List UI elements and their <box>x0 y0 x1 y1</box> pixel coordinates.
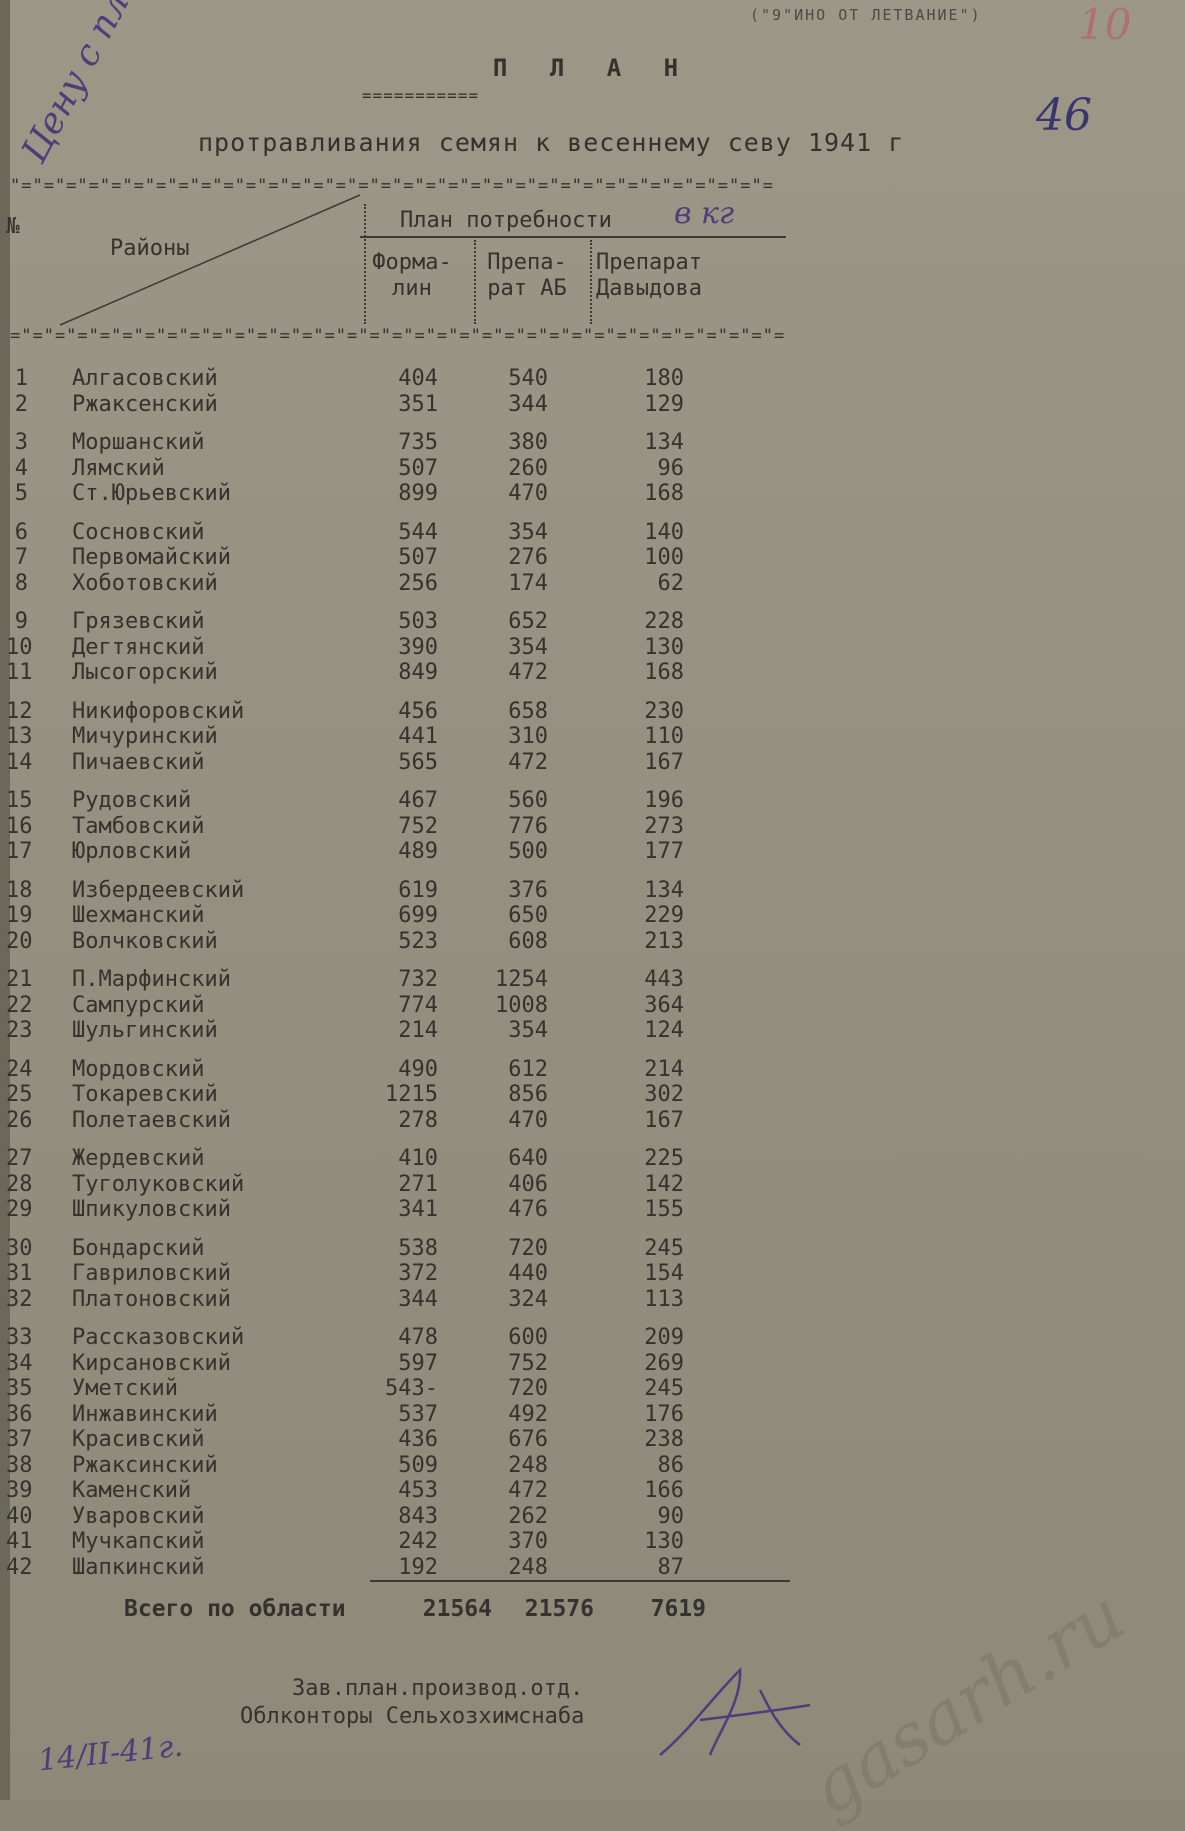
table-row <box>0 635 1185 661</box>
district-name: Жердевский <box>72 1146 205 1171</box>
district-name: Рудовский <box>72 788 192 813</box>
totals-label: Всего по области <box>124 1596 346 1622</box>
district-name: Рассказовский <box>72 1325 245 1350</box>
table-row <box>0 1057 1185 1083</box>
table-row <box>0 1108 1185 1134</box>
top-stamp-text: ("9"ИНО ОТ ЛЕТВАНИЕ") <box>750 6 982 24</box>
prep-davydov-value: 140 <box>644 520 684 545</box>
row-number: 24 <box>6 1057 33 1082</box>
district-name: Сосновский <box>72 520 205 545</box>
row-number: 19 <box>6 903 33 928</box>
prep-ab-value: 608 <box>508 929 548 954</box>
prep-ab-value: 720 <box>508 1376 548 1401</box>
table-row <box>0 1555 1185 1581</box>
district-name: Пичаевский <box>72 750 205 775</box>
table-row <box>0 660 1185 686</box>
signature-line-2: Облконторы Сельхозхимснаба <box>240 1704 585 1729</box>
prep-ab-value: 472 <box>508 660 548 685</box>
district-name: Лысогорский <box>72 660 218 685</box>
formalin-value: 404 <box>398 366 438 391</box>
table-row <box>0 699 1185 725</box>
prep-davydov-value: 209 <box>644 1325 684 1350</box>
district-name: Инжавинский <box>72 1402 218 1427</box>
prep-davydov-value: 166 <box>644 1478 684 1503</box>
signature-line-1: Зав.план.производ.отд. <box>292 1676 584 1701</box>
prep-ab-value: 540 <box>508 366 548 391</box>
table-row <box>0 878 1185 904</box>
prep-davydov-value: 176 <box>644 1402 684 1427</box>
table-row <box>0 1018 1185 1044</box>
prep-davydov-value: 100 <box>644 545 684 570</box>
prep-davydov-value: 142 <box>644 1172 684 1197</box>
header-group-underline <box>360 236 786 238</box>
row-number: 13 <box>6 724 33 749</box>
table-row <box>0 929 1185 955</box>
prep-davydov-value: 62 <box>657 571 684 596</box>
formalin-value: 192 <box>398 1555 438 1580</box>
table-row <box>0 1287 1185 1313</box>
header-divider-3 <box>590 240 592 324</box>
prep-davydov-value: 302 <box>644 1082 684 1107</box>
row-number: 15 <box>6 788 33 813</box>
top-right-mark: 10 <box>1078 0 1132 49</box>
prep-davydov-value: 87 <box>657 1555 684 1580</box>
row-number: 14 <box>6 750 33 775</box>
header-districts: Районы <box>110 236 190 261</box>
formalin-value: 441 <box>398 724 438 749</box>
district-name: Шапкинский <box>72 1555 205 1580</box>
prep-ab-value: 248 <box>508 1453 548 1478</box>
prep-davydov-value: 364 <box>644 993 684 1018</box>
district-name: Моршанский <box>72 430 205 455</box>
district-name: Шпикуловский <box>72 1197 231 1222</box>
table-row <box>0 1376 1185 1402</box>
prep-davydov-value: 113 <box>644 1287 684 1312</box>
table-row <box>0 1146 1185 1172</box>
table-row <box>0 1236 1185 1262</box>
totals-formalin: 21564 <box>422 1596 492 1622</box>
table-row <box>0 481 1185 507</box>
district-name: Юрловский <box>72 839 192 864</box>
district-name: Тамбовский <box>72 814 205 839</box>
totals-prep-ab: 21576 <box>524 1596 594 1622</box>
formalin-value: 456 <box>398 699 438 724</box>
prep-ab-value: 650 <box>508 903 548 928</box>
district-name: Никифоровский <box>72 699 245 724</box>
district-name: Токаревский <box>72 1082 218 1107</box>
district-name: Бондарский <box>72 1236 205 1261</box>
district-name: Первомайский <box>72 545 231 570</box>
row-number: 30 <box>6 1236 33 1261</box>
formalin-value: 490 <box>398 1057 438 1082</box>
row-number: 3 <box>14 430 28 455</box>
formalin-value: 278 <box>398 1108 438 1133</box>
prep-davydov-value: 177 <box>644 839 684 864</box>
prep-ab-value: 1254 <box>495 967 548 992</box>
formalin-value: 372 <box>398 1261 438 1286</box>
table-row <box>0 1261 1185 1287</box>
district-name: Избердеевский <box>72 878 245 903</box>
formalin-value: 538 <box>398 1236 438 1261</box>
formalin-value: 699 <box>398 903 438 928</box>
table-row <box>0 1172 1185 1198</box>
row-number: 31 <box>6 1261 33 1286</box>
totals-rule <box>370 1580 790 1582</box>
formalin-value: 565 <box>398 750 438 775</box>
row-number: 23 <box>6 1018 33 1043</box>
prep-davydov-value: 225 <box>644 1146 684 1171</box>
formalin-value: 214 <box>398 1018 438 1043</box>
district-name: Ржаксинский <box>72 1453 218 1478</box>
prep-ab-value: 470 <box>508 1108 548 1133</box>
table-row <box>0 967 1185 993</box>
table-row <box>0 1402 1185 1428</box>
formalin-value: 507 <box>398 456 438 481</box>
district-name: Волчковский <box>72 929 218 954</box>
formalin-value: 256 <box>398 571 438 596</box>
prep-davydov-value: 196 <box>644 788 684 813</box>
formalin-value: 597 <box>398 1351 438 1376</box>
formalin-value: 351 <box>398 392 438 417</box>
row-number: 6 <box>14 520 28 545</box>
totals-row <box>0 1596 1185 1624</box>
header-num: № <box>6 214 20 239</box>
prep-ab-value: 276 <box>508 545 548 570</box>
table-row <box>0 839 1185 865</box>
prep-davydov-value: 229 <box>644 903 684 928</box>
table-rule-top: "="="="="="="="="="="="="="="="="="="="="="="="="="="="="="="="="="= <box>10 176 774 196</box>
district-name: Уваровский <box>72 1504 205 1529</box>
district-name: Дегтянский <box>72 635 205 660</box>
district-name: Шехманский <box>72 903 205 928</box>
prep-ab-value: 476 <box>508 1197 548 1222</box>
district-name: Платоновский <box>72 1287 231 1312</box>
formalin-value: 732 <box>398 967 438 992</box>
prep-davydov-value: 154 <box>644 1261 684 1286</box>
district-name: Грязевский <box>72 609 205 634</box>
prep-ab-value: 354 <box>508 1018 548 1043</box>
row-number: 37 <box>6 1427 33 1452</box>
row-number: 26 <box>6 1108 33 1133</box>
prep-davydov-value: 213 <box>644 929 684 954</box>
prep-ab-value: 440 <box>508 1261 548 1286</box>
row-number: 32 <box>6 1287 33 1312</box>
prep-davydov-value: 96 <box>657 456 684 481</box>
prep-davydov-value: 124 <box>644 1018 684 1043</box>
prep-davydov-value: 130 <box>644 635 684 660</box>
row-number: 22 <box>6 993 33 1018</box>
prep-davydov-value: 130 <box>644 1529 684 1554</box>
district-name: Алгасовский <box>72 366 218 391</box>
prep-ab-value: 354 <box>508 635 548 660</box>
row-number: 8 <box>14 571 28 596</box>
formalin-value: 467 <box>398 788 438 813</box>
formalin-value: 735 <box>398 430 438 455</box>
prep-davydov-value: 129 <box>644 392 684 417</box>
table-row <box>0 903 1185 929</box>
prep-davydov-value: 245 <box>644 1376 684 1401</box>
table-row <box>0 1529 1185 1555</box>
row-number: 25 <box>6 1082 33 1107</box>
prep-davydov-value: 167 <box>644 750 684 775</box>
row-number: 21 <box>6 967 33 992</box>
district-name: Красивский <box>72 1427 205 1452</box>
district-name: Ст.Юрьевский <box>72 481 231 506</box>
prep-davydov-value: 134 <box>644 430 684 455</box>
prep-ab-value: 376 <box>508 878 548 903</box>
table-row <box>0 1082 1185 1108</box>
formalin-value: 390 <box>398 635 438 660</box>
prep-ab-value: 370 <box>508 1529 548 1554</box>
prep-davydov-value: 245 <box>644 1236 684 1261</box>
formalin-value: 341 <box>398 1197 438 1222</box>
formalin-value: 752 <box>398 814 438 839</box>
prep-ab-value: 600 <box>508 1325 548 1350</box>
table-row <box>0 571 1185 597</box>
prep-ab-value: 472 <box>508 1478 548 1503</box>
watermark: gasarh.ru <box>794 1572 1139 1831</box>
prep-ab-value: 380 <box>508 430 548 455</box>
table-row <box>0 1325 1185 1351</box>
table-row <box>0 750 1185 776</box>
prep-ab-value: 1008 <box>495 993 548 1018</box>
prep-ab-value: 776 <box>508 814 548 839</box>
header-prep-ab: Препа- рат АБ <box>487 250 567 301</box>
formalin-value: 899 <box>398 481 438 506</box>
prep-davydov-value: 273 <box>644 814 684 839</box>
prep-ab-value: 472 <box>508 750 548 775</box>
row-number: 11 <box>6 660 33 685</box>
prep-ab-value: 310 <box>508 724 548 749</box>
prep-ab-value: 492 <box>508 1402 548 1427</box>
table-row <box>0 456 1185 482</box>
row-number: 27 <box>6 1146 33 1171</box>
prep-ab-value: 720 <box>508 1236 548 1261</box>
header-diagonal-line <box>40 190 370 330</box>
row-number: 29 <box>6 1197 33 1222</box>
prep-davydov-value: 214 <box>644 1057 684 1082</box>
row-number: 12 <box>6 699 33 724</box>
handwritten-signature <box>650 1660 820 1770</box>
prep-ab-value: 856 <box>508 1082 548 1107</box>
table-row <box>0 520 1185 546</box>
row-number: 7 <box>14 545 28 570</box>
prep-ab-value: 652 <box>508 609 548 634</box>
handwritten-date: 14/II-41г. <box>36 1728 185 1779</box>
prep-davydov-value: 228 <box>644 609 684 634</box>
table-row <box>0 609 1185 635</box>
formalin-value: 271 <box>398 1172 438 1197</box>
table-row <box>0 1453 1185 1479</box>
formalin-value: 1215 <box>385 1082 438 1107</box>
prep-davydov-value: 134 <box>644 878 684 903</box>
district-name: Мучкапский <box>72 1529 205 1554</box>
district-name: Сампурский <box>72 993 205 1018</box>
prep-davydov-value: 230 <box>644 699 684 724</box>
handwritten-page-number: 46 <box>1036 90 1092 141</box>
prep-davydov-value: 238 <box>644 1427 684 1452</box>
formalin-value: 436 <box>398 1427 438 1452</box>
table-row <box>0 724 1185 750</box>
row-number: 35 <box>6 1376 33 1401</box>
formalin-value: 843 <box>398 1504 438 1529</box>
table-row <box>0 993 1185 1019</box>
formalin-value: 478 <box>398 1325 438 1350</box>
row-number: 1 <box>14 366 28 391</box>
row-number: 38 <box>6 1453 33 1478</box>
table-row <box>0 545 1185 571</box>
prep-davydov-value: 443 <box>644 967 684 992</box>
district-name: Каменский <box>72 1478 192 1503</box>
table-row <box>0 1197 1185 1223</box>
formalin-value: 537 <box>398 1402 438 1427</box>
prep-davydov-value: 86 <box>657 1453 684 1478</box>
prep-davydov-value: 90 <box>657 1504 684 1529</box>
row-number: 40 <box>6 1504 33 1529</box>
prep-ab-value: 324 <box>508 1287 548 1312</box>
header-prep-davydov: Препарат Давыдова <box>596 250 702 301</box>
row-number: 10 <box>6 635 33 660</box>
prep-ab-value: 260 <box>508 456 548 481</box>
table-row <box>0 430 1185 456</box>
row-number: 9 <box>14 609 28 634</box>
prep-davydov-value: 167 <box>644 1108 684 1133</box>
formalin-value: 507 <box>398 545 438 570</box>
row-number: 36 <box>6 1402 33 1427</box>
district-name: Хоботовский <box>72 571 218 596</box>
table-row <box>0 814 1185 840</box>
row-number: 16 <box>6 814 33 839</box>
prep-ab-value: 752 <box>508 1351 548 1376</box>
row-number: 20 <box>6 929 33 954</box>
formalin-value: 523 <box>398 929 438 954</box>
prep-ab-value: 262 <box>508 1504 548 1529</box>
title-underline: =========== <box>362 86 479 105</box>
district-name: Мичуринский <box>72 724 218 749</box>
prep-davydov-value: 110 <box>644 724 684 749</box>
district-name: Кирсановский <box>72 1351 231 1376</box>
formalin-value: 619 <box>398 878 438 903</box>
row-number: 39 <box>6 1478 33 1503</box>
district-name: Ржаксенский <box>72 392 218 417</box>
header-divider-2 <box>474 240 476 324</box>
district-name: Шульгинский <box>72 1018 218 1043</box>
formalin-value: 410 <box>398 1146 438 1171</box>
district-name: Уметский <box>72 1376 178 1401</box>
prep-davydov-value: 269 <box>644 1351 684 1376</box>
prep-ab-value: 500 <box>508 839 548 864</box>
row-number: 4 <box>14 456 28 481</box>
formalin-value: 242 <box>398 1529 438 1554</box>
prep-ab-value: 470 <box>508 481 548 506</box>
table-row <box>0 788 1185 814</box>
totals-prep-davydov: 7619 <box>650 1596 706 1622</box>
prep-ab-value: 248 <box>508 1555 548 1580</box>
table-row <box>0 1478 1185 1504</box>
formalin-value: 509 <box>398 1453 438 1478</box>
prep-davydov-value: 168 <box>644 481 684 506</box>
row-number: 42 <box>6 1555 33 1580</box>
prep-ab-value: 344 <box>508 392 548 417</box>
prep-davydov-value: 180 <box>644 366 684 391</box>
header-formalin: Форма- лин <box>372 250 452 301</box>
prep-ab-value: 560 <box>508 788 548 813</box>
district-name: Гавриловский <box>72 1261 231 1286</box>
prep-ab-value: 612 <box>508 1057 548 1082</box>
prep-ab-value: 658 <box>508 699 548 724</box>
row-number: 34 <box>6 1351 33 1376</box>
table-row <box>0 392 1185 418</box>
district-name: Мордовский <box>72 1057 205 1082</box>
prep-ab-value: 406 <box>508 1172 548 1197</box>
prep-ab-value: 640 <box>508 1146 548 1171</box>
row-number: 5 <box>14 481 28 506</box>
prep-davydov-value: 168 <box>644 660 684 685</box>
table-row <box>0 1504 1185 1530</box>
district-name: Лямский <box>72 456 165 481</box>
formalin-value: 489 <box>398 839 438 864</box>
formalin-value: 453 <box>398 1478 438 1503</box>
table-row <box>0 366 1185 392</box>
prep-ab-value: 174 <box>508 571 548 596</box>
formalin-value: 503 <box>398 609 438 634</box>
district-name: П.Марфинский <box>72 967 231 992</box>
district-name: Полетаевский <box>72 1108 231 1133</box>
formalin-value: 849 <box>398 660 438 685</box>
header-plan-group: План потребности <box>400 208 612 233</box>
table-row <box>0 1351 1185 1377</box>
formalin-value: 344 <box>398 1287 438 1312</box>
formalin-value: 543- <box>385 1376 438 1401</box>
page-title: П Л А Н <box>492 54 693 82</box>
row-number: 41 <box>6 1529 33 1554</box>
district-name: Туголуковский <box>72 1172 245 1197</box>
row-number: 2 <box>14 392 28 417</box>
table-row <box>0 1427 1185 1453</box>
header-unit-handwritten: в кг <box>674 196 735 231</box>
prep-ab-value: 676 <box>508 1427 548 1452</box>
row-number: 33 <box>6 1325 33 1350</box>
prep-ab-value: 354 <box>508 520 548 545</box>
row-number: 18 <box>6 878 33 903</box>
formalin-value: 774 <box>398 993 438 1018</box>
row-number: 28 <box>6 1172 33 1197</box>
page-subtitle: протравливания семян к весеннему севу 1941 г <box>198 128 905 157</box>
row-number: 17 <box>6 839 33 864</box>
table-rule-bottom: ="="="="="="="="="="="="="="="="="="="="="="="="="="="="="="="="="="= <box>10 326 786 346</box>
formalin-value: 544 <box>398 520 438 545</box>
prep-davydov-value: 155 <box>644 1197 684 1222</box>
